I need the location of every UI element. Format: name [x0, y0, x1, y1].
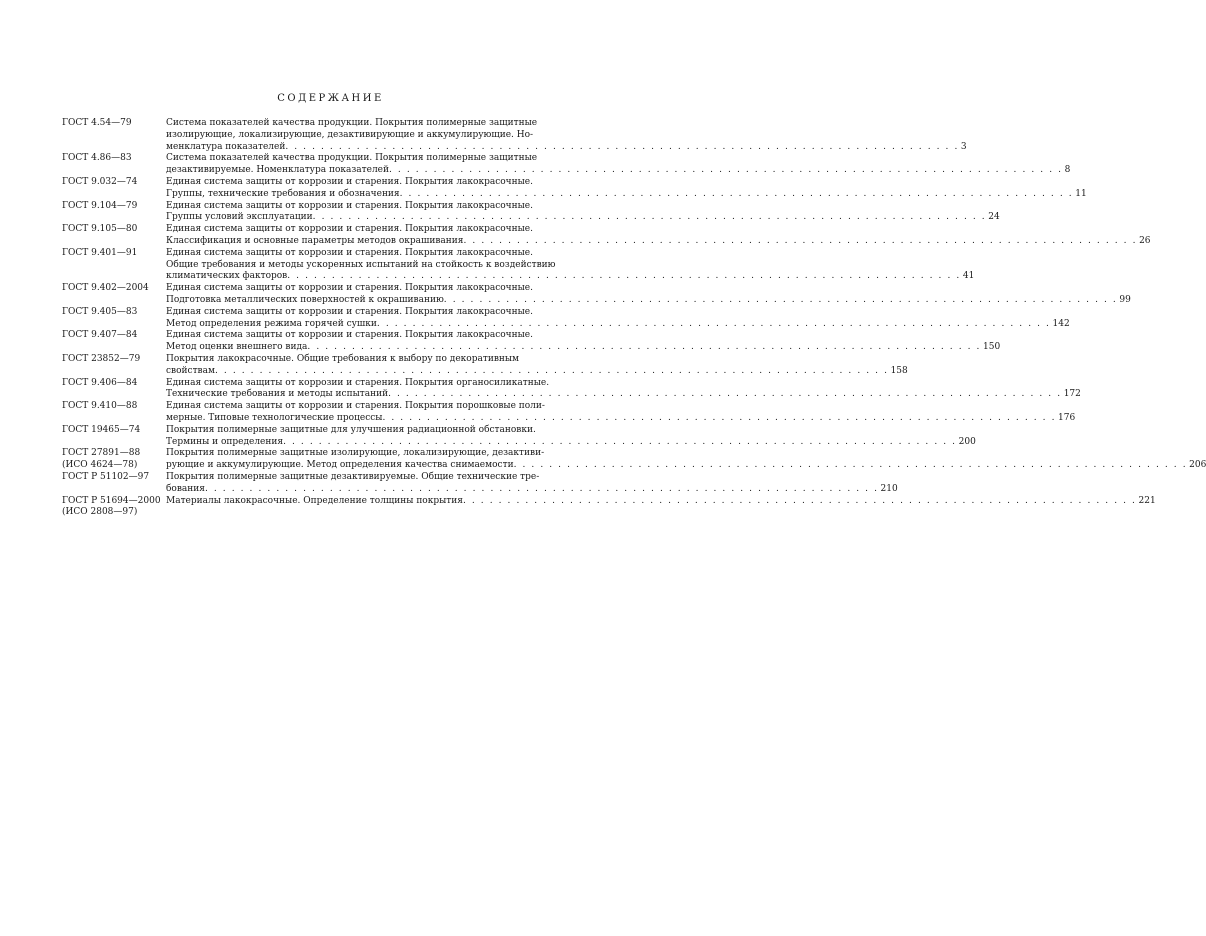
toc-entry: [62, 247, 975, 283]
dot-leader: . . . . . . . . . . . . . . . . . . . . . . . . . . . . . . . . . . . . . . . . . . . . . . . . . . . . . . . . . . . . . . . . . . . . . . . . . . . .: [214, 365, 889, 376]
toc-entry: [62, 330, 1001, 354]
entry-description: [166, 118, 967, 153]
entry-description: [166, 471, 898, 496]
dot-leader: . . . . . . . . . . . . . . . . . . . . . . . . . . . . . . . . . . . . . . . . . . . . . . . . . . . . . . . . . . . . . . . . . . . . . . . . . . . .: [462, 495, 1137, 506]
toc-entry: [62, 153, 1071, 177]
dot-leader: . . . . . . . . . . . . . . . . . . . . . . . . . . . . . . . . . . . . . . . . . . . . . . . . . . . . . . . . . . . . . . . . . . . . . . . . . . . .: [463, 235, 1138, 246]
entry-description: [166, 200, 1000, 225]
dot-leader: . . . . . . . . . . . . . . . . . . . . . . . . . . . . . . . . . . . . . . . . . . . . . . . . . . . . . . . . . . . . . . . . . . . . . . . . . . . .: [307, 342, 982, 353]
entry-description: [166, 401, 1076, 425]
description-line: рующие и аккумулирующие. Метод определения качества снимаемости: [166, 460, 514, 471]
toc-entry: [62, 448, 1206, 472]
description-line: Общие требования и методы ускоренных испытаний на стойкость к воздействию: [166, 259, 556, 270]
standard-code: [62, 401, 166, 413]
description-line: Термины и определения: [166, 436, 284, 447]
description-last-line: [166, 271, 975, 283]
toc-entry: [62, 353, 908, 378]
standard-code: [62, 224, 166, 236]
description-last-line: [166, 318, 1070, 331]
page-number: 142: [1052, 318, 1070, 329]
standard-code: [62, 330, 166, 342]
description-line: Технические требования и методы испытаний: [166, 389, 389, 400]
page-number: 176: [1058, 412, 1076, 423]
description-line: Система показателей качества продукции. Покрытия полимерные защитные: [166, 153, 538, 164]
toc-entry: [62, 306, 1070, 331]
entry-description: [166, 306, 1070, 331]
description-last-line: [166, 141, 967, 154]
description-line: Покрытия лакокрасочные. Общие требования к выбору по декоративным: [166, 353, 520, 364]
standard-code-line: (ИСО 2808—97): [62, 507, 138, 518]
dot-leader: . . . . . . . . . . . . . . . . . . . . . . . . . . . . . . . . . . . . . . . . . . . . . . . . . . . . . . . . . . . . . . . . . . . . . . . . . . . .: [389, 165, 1063, 176]
toc-entry: [62, 401, 1076, 425]
description-line: Единая система защиты от коррозии и старения. Покрытия лакокрасочные.: [166, 200, 533, 211]
description-line: Покрытия полимерные защитные для улучшения радиационной обстановки.: [166, 424, 536, 435]
description-line: Классификация и основные параметры методов окрашивания: [166, 235, 464, 246]
standard-code: [62, 307, 166, 319]
entry-description: [166, 448, 1206, 472]
toc-entry: [62, 176, 1087, 201]
description-line: Система показателей качества продукции. Покрытия полимерные защитные: [166, 118, 538, 128]
description-line: бования: [166, 483, 205, 494]
standard-code-line: ГОСТ Р 51102—97: [62, 471, 150, 482]
description-line: Единая система защиты от коррозии и старения. Покрытия лакокрасочные.: [166, 330, 533, 341]
toc-entry: [62, 224, 1151, 248]
standard-code-line: ГОСТ 23852—79: [62, 353, 141, 364]
description-last-line: [166, 188, 1087, 201]
dot-leader: . . . . . . . . . . . . . . . . . . . . . . . . . . . . . . . . . . . . . . . . . . . . . . . . . . . . . . . . . . . . . . . . . . . . . . . . . . . .: [312, 212, 987, 223]
entry-description: [166, 283, 1131, 307]
dot-leader: . . . . . . . . . . . . . . . . . . . . . . . . . . . . . . . . . . . . . . . . . . . . . . . . . . . . . . . . . . . . . . . . . . . . . . . . . . . .: [287, 271, 961, 282]
entry-description: [166, 377, 1081, 402]
description-line: Группы условий эксплуатации: [166, 212, 313, 223]
description-last-line: [166, 389, 1081, 401]
description-line: менклатура показателей: [166, 141, 286, 152]
description-last-line: [166, 483, 898, 496]
standard-code: [62, 177, 166, 189]
description-line: дезактивируемые. Номенклатура показателей: [166, 165, 389, 176]
standard-code-line: ГОСТ 19465—74: [62, 424, 141, 435]
description-last-line: [166, 342, 1001, 354]
standard-code-line: ГОСТ 9.032—74: [62, 176, 138, 187]
description-line: Единая система защиты от коррозии и старения. Покрытия лакокрасочные.: [166, 224, 533, 235]
dot-leader: . . . . . . . . . . . . . . . . . . . . . . . . . . . . . . . . . . . . . . . . . . . . . . . . . . . . . . . . . . . . . . . . . . . . . . . . . . . .: [283, 436, 957, 447]
page-number: 8: [1064, 165, 1071, 176]
toc-entry: [62, 377, 1081, 402]
standard-code: [62, 118, 166, 130]
standard-code: [62, 425, 166, 437]
page-number: 200: [958, 436, 976, 447]
page-number: 24: [988, 212, 1000, 223]
dot-leader: . . . . . . . . . . . . . . . . . . . . . . . . . . . . . . . . . . . . . . . . . . . . . . . . . . . . . . . . . . . . . . . . . . . . . . . . . . . .: [388, 389, 1062, 400]
description-line: Покрытия полимерные защитные дезактивируемые. Общие технические тре-: [166, 471, 540, 482]
page-number: 41: [962, 271, 975, 282]
toc-entry: [62, 283, 1131, 307]
entry-description: [166, 224, 1151, 248]
page-number: 210: [880, 483, 898, 494]
description-line: Единая система защиты от коррозии и старения. Покрытия лакокрасочные.: [166, 176, 533, 187]
dot-leader: . . . . . . . . . . . . . . . . . . . . . . . . . . . . . . . . . . . . . . . . . . . . . . . . . . . . . . . . . . . . . . . . . . . . . . . . . . . .: [399, 188, 1074, 199]
description-last-line: [166, 436, 976, 449]
dot-leader: . . . . . . . . . . . . . . . . . . . . . . . . . . . . . . . . . . . . . . . . . . . . . . . . . . . . . . . . . . . . . . . . . . . . . . . . . . . .: [376, 318, 1051, 329]
description-last-line: [166, 235, 1151, 248]
standard-code: [62, 354, 166, 366]
standard-code-line: ГОСТ 9.406—84: [62, 377, 138, 388]
description-last-line: [166, 212, 1000, 224]
standard-code: [62, 248, 166, 260]
entry-description: [166, 495, 1156, 508]
description-last-line: [166, 294, 1131, 307]
dot-leader: . . . . . . . . . . . . . . . . . . . . . . . . . . . . . . . . . . . . . . . . . . . . . . . . . . . . . . . . . . . . . . . . . . . . . . . . . . . .: [382, 412, 1057, 423]
description-last-line: [166, 460, 1206, 472]
toc-entry: [62, 118, 967, 153]
description-line: Материалы лакокрасочные. Определение толщины покрытия: [166, 495, 463, 506]
standard-code: [62, 448, 166, 472]
page-title: СОДЕРЖАНИЕ: [277, 93, 384, 104]
description-line: изолирующие, локализирующие, дезактивирующие и аккумулирующие. Но-: [166, 129, 534, 140]
description-line: Метод определения режима горячей сушки: [166, 318, 377, 329]
toc-entry: [62, 200, 1000, 225]
standard-code: [62, 153, 166, 165]
page-number: 99: [1119, 294, 1131, 305]
standard-code: [62, 472, 166, 484]
dot-leader: . . . . . . . . . . . . . . . . . . . . . . . . . . . . . . . . . . . . . . . . . . . . . . . . . . . . . . . . . . . . . . . . . . . . . . . . . . . .: [285, 141, 959, 152]
standard-code-line: ГОСТ Р 51694—2000: [62, 495, 161, 506]
standard-code-line: ГОСТ 9.407—84: [62, 330, 138, 341]
description-last-line: [166, 412, 1076, 425]
page-number: 11: [1075, 188, 1087, 199]
description-line: Единая система защиты от коррозии и старения. Покрытия органосиликатные.: [166, 377, 550, 388]
toc-entry: [62, 495, 1156, 520]
standard-code: [62, 201, 166, 213]
description-line: Единая система защиты от коррозии и старения. Покрытия лакокрасочные.: [166, 247, 533, 258]
description-line: свойствам: [166, 365, 215, 376]
standard-code-line: ГОСТ 4.54—79: [62, 118, 132, 128]
standard-code: [62, 378, 166, 390]
dot-leader: . . . . . . . . . . . . . . . . . . . . . . . . . . . . . . . . . . . . . . . . . . . . . . . . . . . . . . . . . . . . . . . . . . . . . . . . . . . .: [443, 294, 1118, 305]
description-last-line: [166, 165, 1071, 177]
entry-description: [166, 353, 908, 378]
standard-code-line: ГОСТ 9.405—83: [62, 306, 138, 317]
entry-description: [166, 424, 976, 449]
description-line: Единая система защиты от коррозии и старения. Покрытия лакокрасочные.: [166, 306, 533, 317]
dot-leader: . . . . . . . . . . . . . . . . . . . . . . . . . . . . . . . . . . . . . . . . . . . . . . . . . . . . . . . . . . . . . . . . . . . . . . . . . . . .: [204, 483, 879, 494]
standard-code-line: (ИСО 4624—78): [62, 460, 138, 471]
standard-code-line: ГОСТ 9.105—80: [62, 224, 138, 235]
page-number: 3: [960, 141, 967, 152]
standard-code-line: ГОСТ 27891—88: [62, 448, 141, 459]
description-line: Единая система защиты от коррозии и старения. Покрытия лакокрасочные.: [166, 283, 533, 294]
description-line: Подготовка металлических поверхностей к окрашиванию: [166, 294, 444, 305]
entry-description: [166, 247, 975, 283]
description-line: Единая система защиты от коррозии и старения. Покрытия порошковые поли-: [166, 401, 545, 412]
description-line: Метод оценки внешнего вида: [166, 342, 308, 353]
toc-entry: [62, 424, 976, 449]
standard-code-line: ГОСТ 9.402—2004: [62, 283, 149, 294]
description-line: Покрытия полимерные защитные изолирующие, локализирующие, дезактиви-: [166, 448, 545, 459]
toc-entry: [62, 471, 898, 496]
page-number: 158: [890, 365, 908, 376]
standard-code-line: ГОСТ 9.401—91: [62, 247, 138, 258]
entry-description: [166, 153, 1071, 177]
description-line: климатических факторов: [166, 271, 288, 282]
standard-code-line: ГОСТ 9.410—88: [62, 401, 138, 412]
description-line: мерные. Типовые технологические процессы: [166, 412, 383, 423]
description-last-line: [166, 365, 908, 378]
page-number: 150: [983, 342, 1001, 353]
description-line: Группы, технические требования и обозначения: [166, 188, 400, 199]
standard-code: [62, 283, 166, 295]
standard-code: [62, 496, 166, 520]
entry-description: [166, 176, 1087, 201]
dot-leader: . . . . . . . . . . . . . . . . . . . . . . . . . . . . . . . . . . . . . . . . . . . . . . . . . . . . . . . . . . . . . . . . . . . . . . . . . . . .: [513, 460, 1188, 471]
table-of-contents: [62, 118, 1206, 519]
standard-code-line: ГОСТ 9.104—79: [62, 200, 138, 211]
page-number: 172: [1063, 389, 1081, 400]
description-last-line: [166, 495, 1156, 508]
page-number: 206: [1189, 460, 1206, 471]
page-number: 221: [1138, 495, 1156, 506]
page-number: 26: [1139, 235, 1151, 246]
standard-code-line: ГОСТ 4.86—83: [62, 153, 132, 164]
entry-description: [166, 330, 1001, 354]
